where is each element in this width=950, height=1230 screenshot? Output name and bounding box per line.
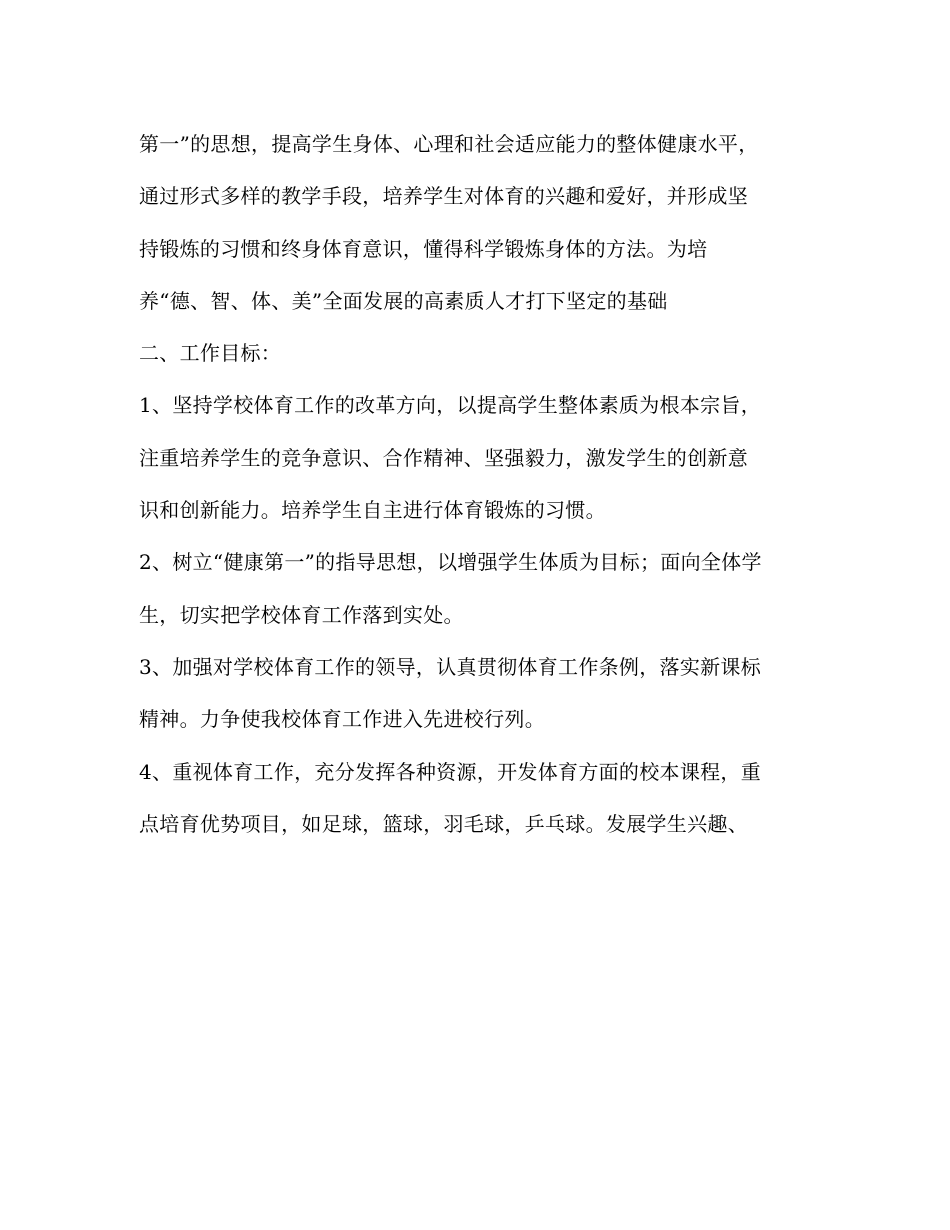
text-line: 点培育优势项目，如足球，篮球，羽毛球，乒乓球。发展学生兴趣、 <box>139 811 748 836</box>
body-text <box>139 118 819 850</box>
text-line: 通过形式多样的教学手段，培养学生对体育的兴趣和爱好，并形成坚 <box>139 184 748 209</box>
text-line: 2、树立“健康第一”的指导思想，以增强学生体质为目标；面向全体学 <box>139 550 762 575</box>
text-line: 识和创新能力。培养学生自主进行体育锻炼的习惯。 <box>139 498 606 523</box>
text-line: 1、坚持学校体育工作的改革方向，以提高学生整体素质为根本宗旨， <box>139 393 762 418</box>
section-heading: 二、工作目标： <box>139 341 282 366</box>
text-line: 4、重视体育工作，充分发挥各种资源，开发体育方面的校本课程，重 <box>139 759 762 784</box>
text-line: 精神。力争使我校体育工作进入先进校行列。 <box>139 707 545 732</box>
text-line: 注重培养学生的竞争意识、合作精神、坚强毅力，激发学生的创新意 <box>139 445 748 470</box>
text-line: 第一”的思想，提高学生身体、心理和社会适应能力的整体健康水平， <box>139 132 759 156</box>
text-line: 生，切实把学校体育工作落到实处。 <box>139 602 464 627</box>
text-line: 持锻炼的习惯和终身体育意识，懂得科学锻炼身体的方法。为培 <box>139 236 708 261</box>
text-line: 养“德、智、体、美”全面发展的高素质人才打下坚定的基础 <box>139 288 668 313</box>
text-line: 3、加强对学校体育工作的领导，认真贯彻体育工作条例，落实新课标 <box>139 654 762 679</box>
